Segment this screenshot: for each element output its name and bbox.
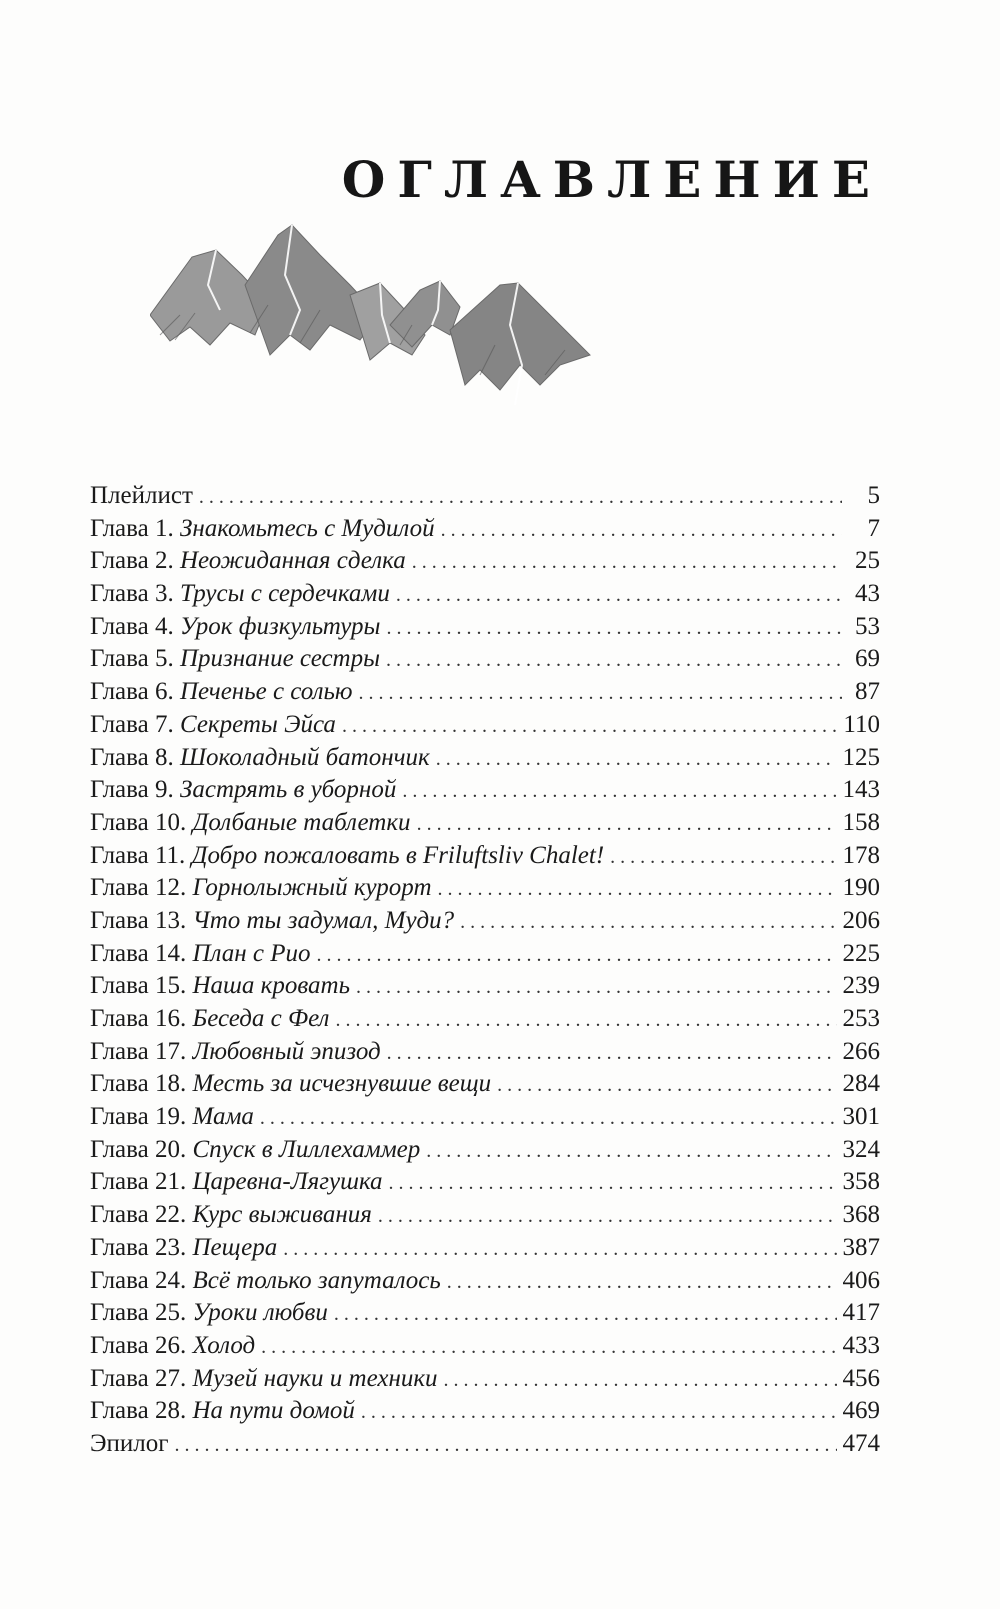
toc-entry[interactable] — [90, 1199, 880, 1232]
toc-entry-page: 433 — [842, 1331, 880, 1359]
toc-entry-label — [90, 1428, 169, 1460]
toc-entry-label — [90, 1330, 255, 1362]
toc-entry[interactable] — [90, 1003, 880, 1036]
toc-entry-page: 284 — [842, 1070, 880, 1098]
toc-entry-title: План с Рио — [192, 939, 311, 967]
dot-leader — [335, 1004, 836, 1036]
toc-entry-number: Глава 21. — [90, 1168, 193, 1196]
toc-entry-title: Застрять в уборной — [179, 776, 397, 804]
toc-entry-title: Уроки любви — [192, 1299, 328, 1327]
dot-leader — [261, 1331, 836, 1363]
toc-entry-number: Глава 17. — [90, 1037, 193, 1065]
toc-entry-number: Глава 3. — [90, 580, 180, 608]
dot-leader — [359, 677, 842, 709]
toc-entry-number: Глава 11. — [90, 841, 192, 869]
dot-leader — [175, 1429, 837, 1461]
toc-entry-page: 190 — [842, 874, 880, 902]
toc-entry-title: Музей науки и техники — [192, 1364, 438, 1392]
toc-entry-label — [90, 742, 430, 774]
toc-entry-title: Шоколадный батончик — [179, 743, 430, 771]
toc-entry[interactable] — [90, 774, 880, 807]
toc-entry-page: 406 — [842, 1266, 880, 1294]
dot-leader — [444, 1364, 837, 1396]
toc-entry-number: Глава 20. — [90, 1135, 193, 1163]
toc-entry-page: 25 — [855, 547, 880, 575]
toc-entry-page: 158 — [842, 808, 880, 836]
toc-entry-title: Долбаные таблетки — [192, 808, 411, 836]
toc-entry-label — [90, 1003, 329, 1035]
toc-entry-title: Секреты Эйса — [179, 710, 336, 738]
toc-entry-number: Глава 10. — [90, 808, 193, 836]
dot-leader — [447, 1266, 837, 1298]
toc-entry[interactable] — [90, 872, 880, 905]
toc-entry[interactable] — [90, 938, 880, 971]
toc-entry[interactable] — [90, 840, 880, 873]
toc-entry-title: Месть за исчезнувшие вещи — [192, 1070, 492, 1098]
toc-entry[interactable] — [90, 513, 880, 546]
toc-entry-page: 387 — [842, 1233, 880, 1261]
toc-entry[interactable] — [90, 1428, 880, 1461]
toc-entry-number: Глава 18. — [90, 1070, 193, 1098]
toc-entry-number: Глава 14. — [90, 939, 193, 967]
toc-entry-title: Беседа с Фел — [192, 1005, 330, 1032]
toc-entry-label — [90, 840, 604, 872]
toc-entry-title: Спуск в Лиллехаммер — [192, 1135, 421, 1163]
toc-entry[interactable] — [90, 970, 880, 1003]
toc-entry-number: Глава 16. — [90, 1005, 193, 1032]
toc-entry-label — [90, 480, 193, 512]
dot-leader — [610, 841, 836, 873]
toc-entry-title: Наша кровать — [192, 972, 350, 1000]
toc-entry-page: 358 — [842, 1168, 880, 1196]
toc-entry-number: Глава 19. — [90, 1103, 193, 1131]
dot-leader — [460, 906, 836, 938]
toc-entry-label — [90, 1232, 277, 1264]
toc-entry-number: Глава 23. — [90, 1233, 193, 1261]
toc-entry-page: 253 — [842, 1005, 880, 1032]
toc-entry-page: 266 — [842, 1037, 880, 1065]
dot-leader — [396, 579, 842, 611]
toc-entry-number: Глава 12. — [90, 874, 193, 902]
toc-entry-title: Признание сестры — [179, 645, 381, 673]
toc-entry-page: 206 — [842, 906, 880, 934]
toc-entry[interactable] — [90, 742, 880, 775]
dot-leader — [356, 971, 837, 1003]
toc-entry[interactable] — [90, 676, 880, 709]
toc-entry-label — [90, 1265, 441, 1297]
toc-entry[interactable] — [90, 1395, 880, 1428]
toc-entry-title: Добро пожаловать в Friluftsliv Chalet! — [191, 841, 605, 869]
toc-entry-number: Плейлист — [90, 482, 193, 509]
toc-entry-title: Царевна-Лягушка — [192, 1168, 383, 1196]
toc-entry-number: Глава 24. — [90, 1266, 193, 1294]
toc-entry-label — [90, 1036, 381, 1068]
toc-entry[interactable] — [90, 905, 880, 938]
toc-entry-label — [90, 643, 380, 675]
dot-leader — [497, 1069, 836, 1101]
toc-entry[interactable] — [90, 1330, 880, 1363]
toc-entry-number: Глава 7. — [90, 710, 180, 738]
toc-entry-number: Глава 26. — [90, 1331, 193, 1359]
table-of-contents — [90, 480, 880, 1461]
toc-entry-title: Всё только запуталось — [192, 1266, 441, 1294]
toc-entry-number: Глава 22. — [90, 1201, 193, 1229]
dot-leader — [386, 612, 842, 644]
toc-entry-label — [90, 1199, 372, 1231]
dot-leader — [317, 939, 837, 971]
dot-leader — [417, 808, 837, 840]
toc-entry-label — [90, 513, 435, 545]
toc-entry-label — [90, 709, 336, 741]
toc-entry[interactable] — [90, 1101, 880, 1134]
toc-entry-page: 110 — [843, 710, 880, 738]
toc-entry-label — [90, 970, 350, 1002]
toc-entry-page: 417 — [842, 1299, 880, 1327]
toc-entry[interactable] — [90, 480, 880, 513]
toc-entry-label — [90, 938, 311, 970]
toc-entry-label — [90, 872, 432, 904]
toc-entry[interactable] — [90, 1232, 880, 1265]
toc-entry-title: На пути домой — [192, 1397, 355, 1425]
toc-entry[interactable] — [90, 1134, 880, 1167]
dot-leader — [402, 775, 836, 807]
toc-entry-label — [90, 578, 390, 610]
toc-entry-title: Урок физкультуры — [179, 612, 381, 640]
toc-entry-page: 368 — [842, 1201, 880, 1229]
toc-entry-label — [90, 1395, 355, 1427]
toc-entry-number: Глава 9. — [90, 776, 180, 804]
toc-entry-page: 474 — [842, 1429, 880, 1457]
page-title: ОГЛАВЛЕНИЕ — [341, 150, 882, 209]
toc-entry[interactable] — [90, 578, 880, 611]
toc-entry-number: Глава 8. — [90, 743, 180, 771]
toc-entry-page: 456 — [842, 1364, 880, 1392]
toc-entry-page: 69 — [855, 645, 880, 673]
toc-entry-label — [90, 1068, 491, 1100]
toc-entry-page: 87 — [855, 678, 880, 706]
toc-entry[interactable] — [90, 1297, 880, 1330]
toc-entry-page: 125 — [842, 743, 880, 771]
toc-entry-title: Любовный эпизод — [192, 1037, 381, 1065]
toc-entry-number: Глава 28. — [90, 1397, 193, 1425]
toc-entry-page: 301 — [842, 1103, 880, 1131]
toc-entry-number: Глава 15. — [90, 972, 193, 1000]
dot-leader — [412, 546, 842, 578]
toc-entry[interactable] — [90, 643, 880, 676]
mountains-illustration — [150, 215, 630, 425]
toc-entry-number: Эпилог — [90, 1429, 169, 1457]
toc-entry-title: Курс выживания — [192, 1201, 372, 1229]
toc-entry-page: 53 — [855, 612, 880, 640]
toc-entry[interactable] — [90, 1166, 880, 1199]
toc-entry[interactable] — [90, 1265, 880, 1298]
toc-entry-number: Глава 25. — [90, 1299, 193, 1327]
toc-entry-label — [90, 676, 353, 708]
toc-entry-label — [90, 1134, 420, 1166]
toc-entry-label — [90, 1363, 438, 1395]
toc-entry[interactable] — [90, 807, 880, 840]
toc-entry-label — [90, 1101, 254, 1133]
toc-entry-page: 469 — [842, 1397, 880, 1425]
toc-entry[interactable] — [90, 709, 880, 742]
toc-entry-number: Глава 13. — [90, 906, 193, 934]
toc-entry-title: Пещера — [192, 1233, 278, 1261]
toc-entry-label — [90, 1166, 383, 1198]
toc-entry-number: Глава 4. — [90, 612, 180, 640]
toc-entry-title: Неожиданная сделка — [179, 547, 406, 575]
dot-leader — [426, 1135, 836, 1167]
toc-entry[interactable] — [90, 545, 880, 578]
toc-entry-label — [90, 774, 396, 806]
dot-leader — [386, 644, 842, 676]
toc-entry-page: 5 — [867, 482, 880, 509]
toc-entry-number: Глава 5. — [90, 645, 180, 673]
dot-leader — [361, 1396, 837, 1428]
dot-leader — [441, 514, 842, 546]
toc-entry-page: 225 — [842, 939, 880, 967]
toc-entry-label — [90, 905, 454, 937]
toc-entry-number: Глава 2. — [90, 547, 180, 575]
dot-leader — [387, 1037, 837, 1069]
toc-entry-title: Знакомьтесь с Мудилой — [179, 514, 435, 542]
toc-entry-label — [90, 807, 411, 839]
toc-entry[interactable] — [90, 1068, 880, 1101]
toc-entry-page: 143 — [842, 776, 880, 804]
toc-entry-page: 7 — [867, 514, 880, 542]
toc-entry-title: Трусы с сердечками — [179, 580, 390, 608]
toc-entry-title: Горнолыжный курорт — [192, 874, 432, 902]
toc-entry-title: Что ты задумал, Муди? — [192, 906, 455, 934]
toc-entry-label — [90, 611, 380, 643]
toc-entry[interactable] — [90, 1363, 880, 1396]
toc-entry-number: Глава 6. — [90, 678, 180, 706]
toc-entry-label — [90, 545, 406, 577]
toc-entry[interactable] — [90, 1036, 880, 1069]
dot-leader — [199, 481, 842, 513]
dot-leader — [378, 1200, 837, 1232]
toc-entry-page: 178 — [842, 841, 880, 869]
dot-leader — [389, 1167, 837, 1199]
dot-leader — [342, 710, 837, 742]
toc-entry-number: Глава 27. — [90, 1364, 193, 1392]
toc-entry-title: Холод — [192, 1331, 256, 1359]
dot-leader — [260, 1102, 837, 1134]
toc-entry-title: Мама — [192, 1103, 254, 1131]
toc-entry-page: 239 — [842, 972, 880, 1000]
dot-leader — [334, 1298, 837, 1330]
toc-entry-label — [90, 1297, 328, 1329]
toc-entry-title: Печенье с солью — [179, 678, 353, 706]
toc-entry-number: Глава 1. — [90, 514, 180, 542]
dot-leader — [438, 873, 837, 905]
dot-leader — [283, 1233, 836, 1265]
toc-entry-page: 43 — [855, 580, 880, 608]
toc-entry[interactable] — [90, 611, 880, 644]
dot-leader — [436, 743, 837, 775]
toc-entry-page: 324 — [842, 1135, 880, 1163]
